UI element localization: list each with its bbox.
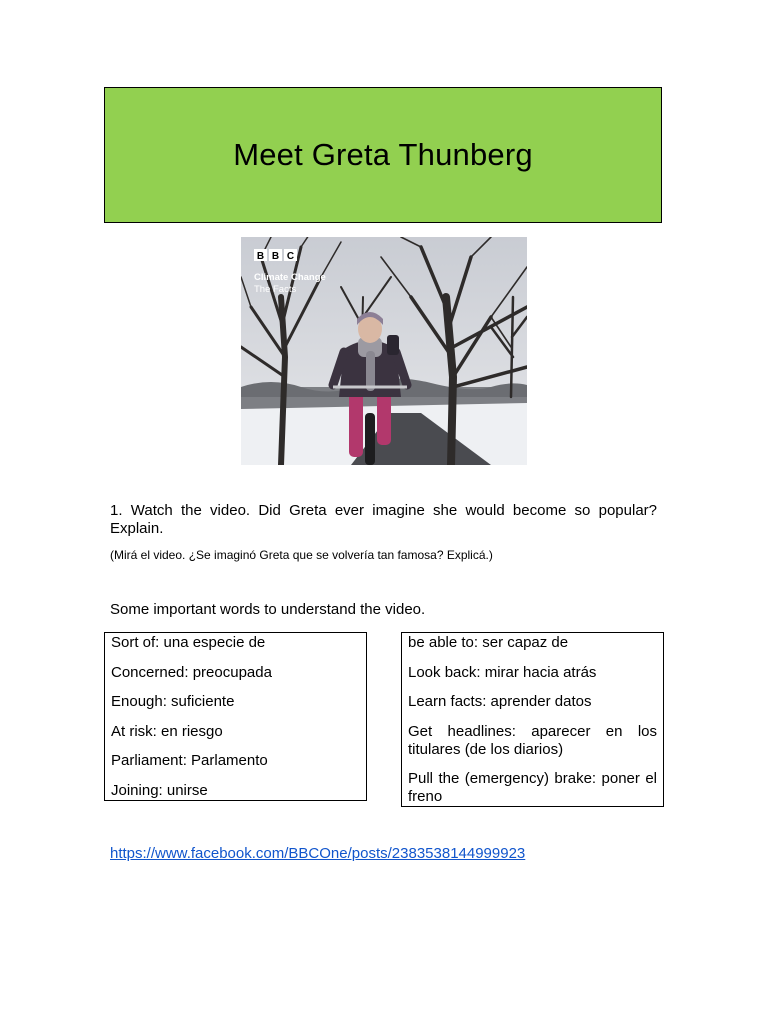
page-title: Meet Greta Thunberg (233, 137, 533, 172)
question-translation: (Mirá el video. ¿Se imaginó Greta que se volvería tan famosa? Explicá.) (110, 548, 493, 562)
video-show-subtitle: The Facts (254, 284, 297, 295)
question-text: 1. Watch the video. Did Greta ever imagine she would become so popular? Explain. (110, 502, 657, 537)
bbc-logo-letter: B (271, 251, 280, 262)
vocab-item: Joining: unirse (111, 782, 208, 800)
bbc-logo-letter: C (286, 251, 295, 262)
video-link[interactable]: https://www.facebook.com/BBCOne/posts/2383538144999923 (110, 845, 526, 862)
vocab-item: be able to: ser capaz de (408, 634, 569, 651)
bbc-logo-letter: B (256, 251, 265, 262)
video-show-title: Climate Change (254, 272, 326, 283)
vocabulary-box-left (104, 632, 367, 801)
vocabulary-box-right (401, 632, 664, 807)
vocab-item: Look back: mirar hacia atrás (408, 663, 597, 681)
vocab-item: At risk: en riesgo (111, 722, 223, 740)
bbc-logo (254, 249, 297, 262)
vocab-item: Pull the (emergency) brake: poner el freno (408, 769, 657, 805)
vocab-item: Sort of: una especie de (111, 634, 266, 651)
vocab-item: Parliament: Parlamento (111, 752, 268, 770)
vocab-item: Learn facts: aprender datos (408, 693, 592, 711)
vocab-item: Concerned: preocupada (111, 663, 272, 681)
vocab-item: Get headlines: aparecer en los titulares (de los diarios) (408, 722, 657, 758)
vocab-item: Enough: suficiente (111, 693, 235, 711)
vocabulary-intro: Some important words to understand the video. (110, 601, 426, 618)
video-thumbnail[interactable] (241, 237, 527, 465)
title-banner (104, 87, 662, 223)
